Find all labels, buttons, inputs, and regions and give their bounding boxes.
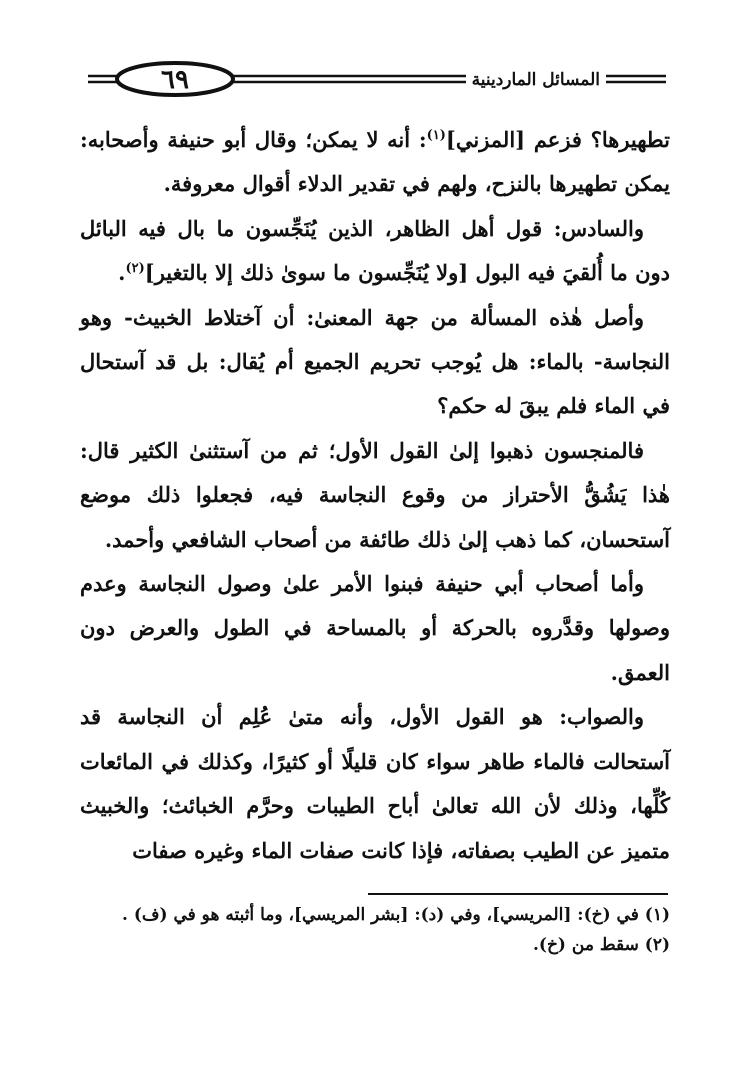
footnote-divider [368,893,668,895]
paragraph [80,207,670,296]
footnote: (٢) سقط من (خ). [533,935,670,955]
paragraph: وأما أصحاب أبي حنيفة فبنوا الأمر علىٰ وصول النجاسة وعدم وصولها وقدَّروه بالحركة أو بالمساحة في الطول والعرض دون العمق. [80,571,670,685]
running-title: المسائل الماردينية [466,66,606,94]
paragraph-text: والسادس: قول أهل الظاهر، الذين يُنَجِّسون ما بال فيه البائل دون ما أُلقيَ فيه البول [ولا يُنَجِّسون ما سوىٰ ذلك إلا بالتغير] [80,215,670,286]
footnotes [80,900,670,960]
footnote: (١) في (خ): [المريسي]، وفي (د): [بشر المريسي]، وما أثبته هو في (ف) . [121,905,670,925]
paragraph: وأصل هٰذه المسألة من جهة المعنىٰ: أن آختلاط الخبيث- وهو النجاسة- بالماء: هل يُوجب تحريم الجميع أم يُقال: بل قد آستحال في الماء فلم يبقَ له حكم؟ [80,304,670,419]
paragraph [80,118,670,207]
page-header [88,60,666,100]
main-text [80,118,670,873]
paragraph: والصواب: هو القول الأول، وأنه متىٰ عُلِم أن النجاسة قد آستحالت فالماء طاهر سواء كان قليلًا أو كثيرًا، وكذلك في المائعات كُلِّها، وذلك لأن الله تعالىٰ أباح الطيبات وحرَّم الخبائث؛ والخبيث متميز عن الطيب بصفاته، فإذا كانت صفات الماء وغيره صفات [80,704,670,863]
paragraph-text: تطهيرها؟ فزعم [المزني] [445,127,670,152]
paragraph-text: : أنه لا يمكن؛ وقال أبو حنيفة وأصحابه: يمكن تطهيرها بالنزح، ولهم في تقدير الدلاء أقوال معروفة. [80,127,670,197]
footnote-ref: (٢) [125,261,145,277]
footnote-ref: (١) [426,128,446,143]
paragraph: فالمنجسون ذهبوا إلىٰ القول الأول؛ ثم من آستثنىٰ الكثير قال: هٰذا يَشُقُّ الأحتراز من وقوع النجاسة فيه، فجعلوا ذلك موضع آستحسان، كما ذهب إلىٰ ذلك طائفة من أصحاب الشافعي وأحمد. [80,437,670,552]
page-number: ٦٩ [161,65,189,95]
paragraph-text: . [118,260,126,286]
